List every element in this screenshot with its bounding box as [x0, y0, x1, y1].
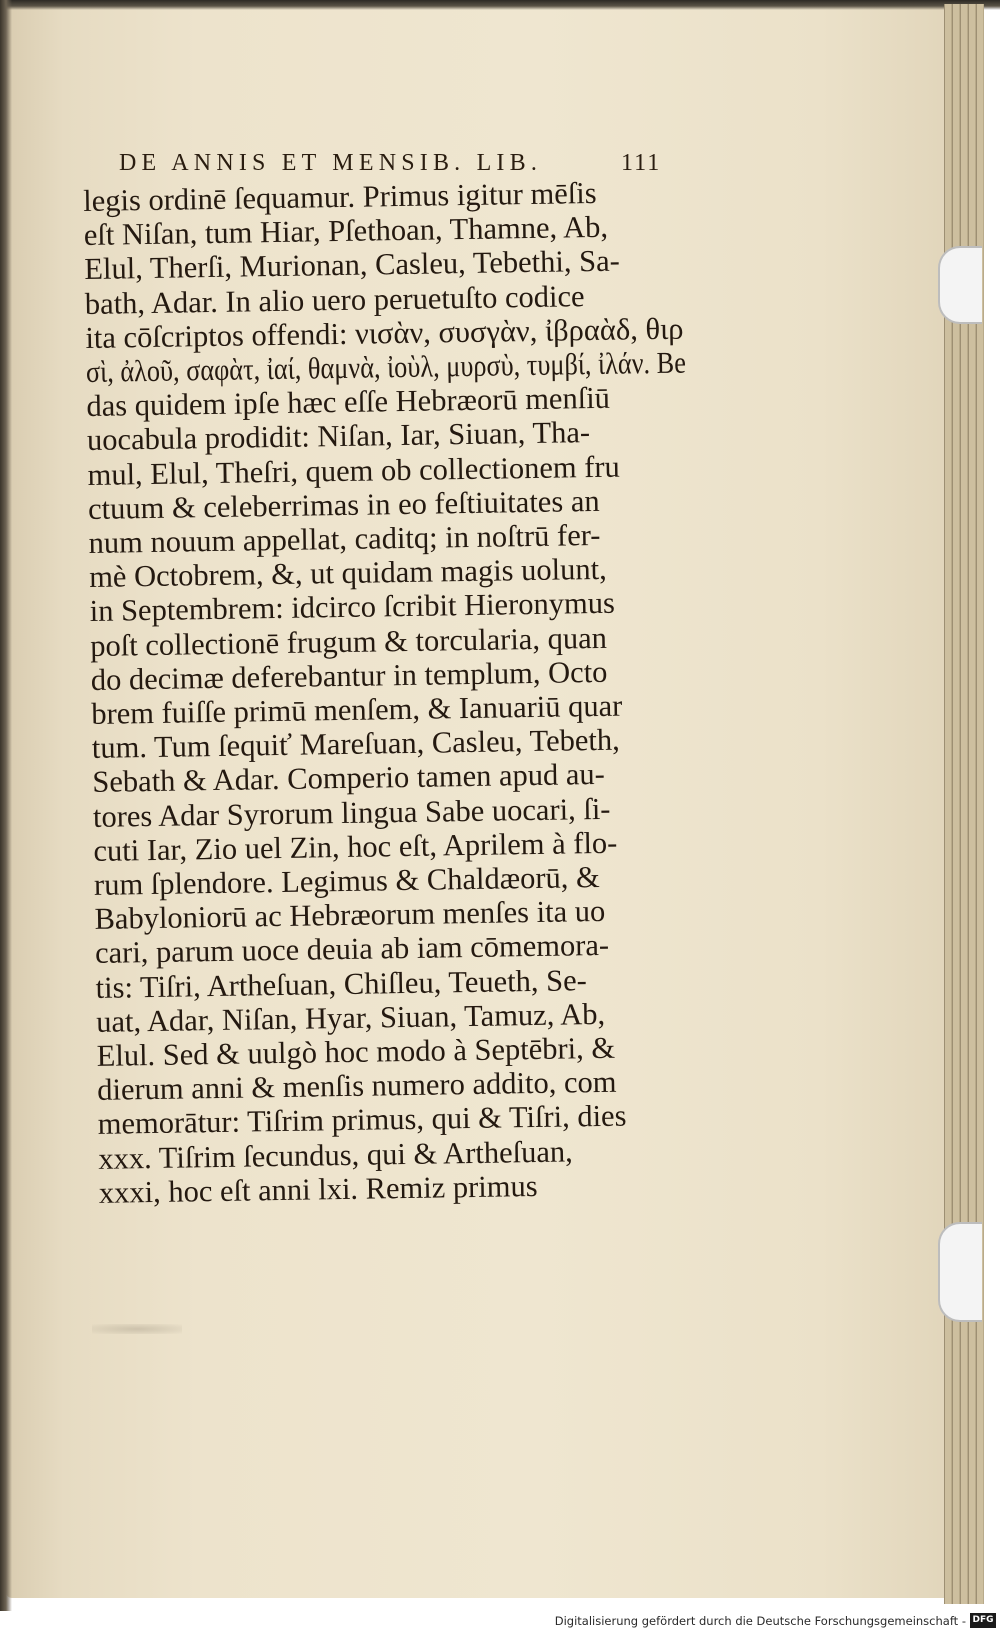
text-line: brem fuiſſe primū menſem, & Ianuariū quar: [91, 688, 623, 731]
text-line: Elul. Sed & uulgò hoc modo à Septēbri, &: [96, 1030, 616, 1073]
text-line: memorātur: Tiſrim primus, qui & Tiſri, dies: [97, 1099, 627, 1142]
text-line: bath, Adar. In alio uero peruetuſto codice: [84, 278, 585, 321]
text-line: uat, Adar, Niſan, Hyar, Siuan, Tamuz, Ab,: [95, 996, 606, 1039]
text-line: cuti Iar, Zio uel Zin, hoc eſt, Aprilem à flo-: [93, 825, 618, 868]
page-clip-upper: [938, 246, 982, 324]
scan-border-left: [0, 0, 12, 1634]
page-edge: [960, 4, 968, 1604]
text-line: Babyloniorū ac Hebræorum menſes ita uo: [94, 894, 606, 937]
text-line: uocabula prodidit: Niſan, Iar, Siuan, Tha-: [86, 415, 591, 458]
text-line: rum ſplendore. Legimus & Chaldæorū, &: [93, 860, 600, 902]
page-edge: [976, 4, 984, 1604]
text-line: do decimæ deferebantur in templum, Octo: [90, 654, 608, 697]
running-head: DE ANNIS ET MENSIB. LIB.: [119, 150, 543, 176]
text-line: in Septembrem: idcirco ſcribit Hieronymus: [89, 586, 616, 629]
text-line: mè Octobrem, &, ut quidam magis uolunt,: [88, 552, 607, 595]
text-line: dierum anni & menſis numero addito, com: [96, 1065, 617, 1108]
funding-credit: Digitalisierung gefördert durch die Deutsche Forschungsgemeinschaft -: [554, 1614, 966, 1628]
text-line: eſt Niſan, tum Hiar, Pſethoan, Thamne, Ab,: [83, 209, 609, 253]
text-line: ita cōſcriptos offendi: νισὰν, συσγὰν, ἰβραὰδ, θιρ: [85, 311, 684, 355]
page-edge: [952, 4, 960, 1604]
text-line: ctuum & celeberrimas in eo feſtiuitates an: [87, 483, 600, 526]
page-edge: [968, 4, 976, 1604]
body-text: [83, 175, 699, 1210]
text-line: xxx. Tiſrim ſecundus, qui & Artheſuan,: [98, 1134, 573, 1176]
text-line: poſt collectionē frugum & torcularia, quan: [89, 620, 608, 663]
text-line: das quidem ipſe hæc eſſe Hebræorū menſiū: [86, 380, 611, 424]
text-line: Sebath & Adar. Comperio tamen apud au-: [92, 757, 606, 800]
page-edge: [944, 4, 952, 1604]
text-line: mul, Elul, Theſri, quem ob collectionem fru: [87, 449, 620, 492]
text-line: tis: Tiſri, Artheſuan, Chiſleu, Teueth, Se-: [95, 962, 588, 1005]
text-line: tores Adar Syrorum lingua Sabe uocari, ſi-: [92, 791, 611, 834]
scan-border-top: [0, 0, 1000, 10]
text-line: cari, parum uoce deuia ab iam cōmemora-: [94, 928, 610, 971]
folio-number: 111: [621, 150, 662, 176]
dfg-logo: DFG: [970, 1613, 996, 1628]
paper-blemish: [92, 1324, 182, 1334]
text-line: num nouum appellat, caditq; in noſtrū fer-: [88, 517, 601, 560]
text-line: legis ordinē ſequamur. Primus igitur mēſis: [83, 175, 597, 218]
text-line: tum. Tum ſequiť Mareſuan, Casleu, Tebeth,: [91, 722, 621, 766]
page-clip-lower: [938, 1222, 982, 1322]
text-line: σὶ, ἀλοῦ, σαφὰτ, ἰαί, θαμνὰ, ἰοὺλ, μυρσὺ, τυμβί, ἰλάν. Be: [85, 345, 687, 389]
text-line: xxxi, hoc eſt anni lxi. Remiz primus: [98, 1168, 538, 1210]
text-line: Elul, Therſi, Murionan, Casleu, Tebethi, Sa-: [84, 243, 621, 287]
